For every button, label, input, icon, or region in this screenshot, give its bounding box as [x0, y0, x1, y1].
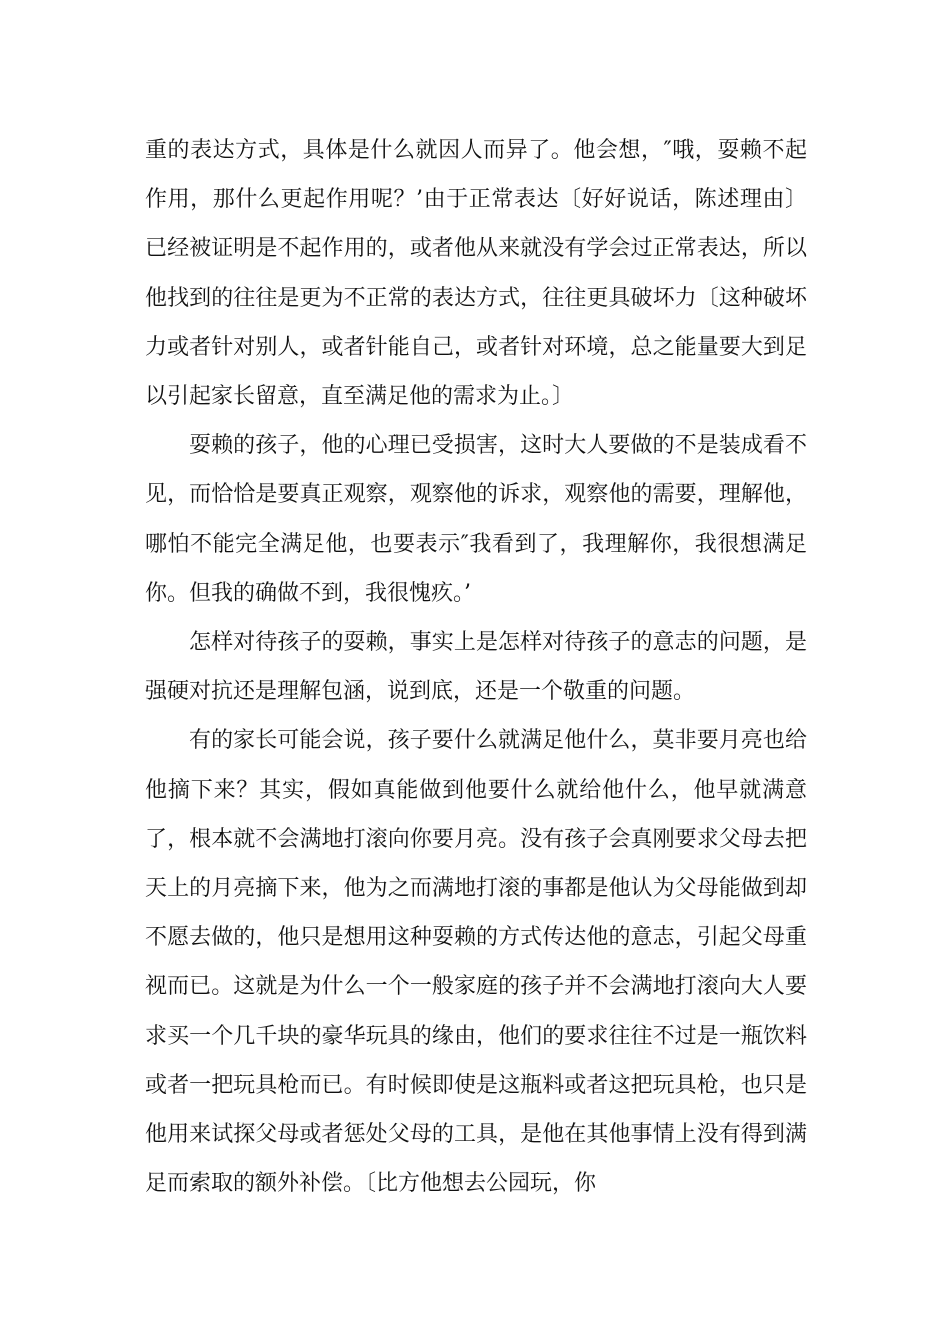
paragraph: 怎样对待孩子的耍赖，事实上是怎样对待孩子的意志的问题，是强硬对抗还是理解包涵，说到底，还是一个敬重的问题。	[145, 630, 807, 705]
document-body	[145, 126, 807, 1208]
paragraph: 有的家长可能会说，孩子要什么就满足他什么，莫非要月亮也给他摘下来？其实，假如真能做到他要什么就给他什么，他早就满意了，根本就不会满地打滚向你要月亮。没有孩子会真刚要求父母去把天上的月亮摘下来，他为之而满地打滚的事都是他认为父母能做到却不愿去做的，他只是想用这种耍赖的方式传达他的意志，引起父母重视而已。这就是为什么一个一般家庭的孩子并不会满地打滚向大人要求买一个几千块的豪华玩具的缘由，他们的要求往往不过是一瓶饮料或者一把玩具枪而已。有时候即使是这瓶料或者这把玩具枪，也只是他用来试探父母或者惩处父母的工具，是他在其他事情上没有得到满足而索取的额外补偿。〔比方他想去公园玩，你	[145, 728, 807, 1197]
paragraph-continuation: 重的表达方式，具体是什么就因人而异了。他会想，″哦，耍赖不起作用，那什么更起作用呢？’由于正常表达〔好好说话，陈述理由〕已经被证明是不起作用的，或者他从来就没有学会过正常表达，所以他找到的往往是更为不正常的表达方式，往往更具破坏力〔这种破坏力或者针对别人，或者针能自己，或者针对环境，总之能量要大到足以引起家长留意，直至满足他的需求为止。〕	[145, 138, 807, 410]
paragraph: 耍赖的孩子，他的心理已受损害，这时大人要做的不是装成看不见，而恰恰是要真正观察，观察他的诉求，观察他的需要，理解他，哪怕不能完全满足他，也要表示″我看到了，我理解你，我很想满足你。但我的确做不到，我很愧疚。’	[145, 433, 807, 606]
